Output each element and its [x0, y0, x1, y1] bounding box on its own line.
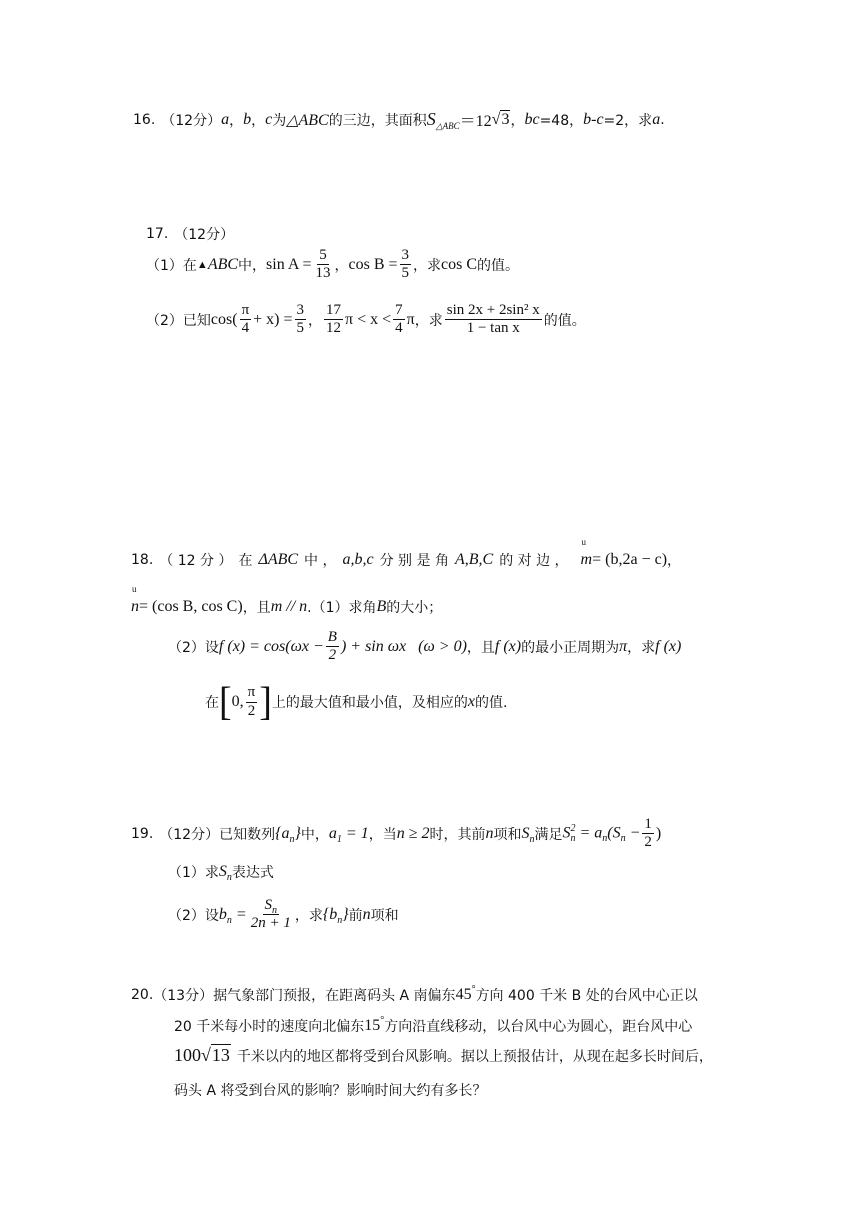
q19-text: 项和: [370, 907, 399, 924]
q16-triangle: △ABC: [286, 111, 329, 129]
q19-bn: $b_n$ =: [218, 905, 247, 926]
q20-text: 20 千米每小时的速度向北偏东: [174, 1019, 365, 1035]
q18-m-value: = (b,2a − c): [592, 551, 668, 568]
q19-n: n: [485, 824, 494, 842]
q16-bmc: b-c: [583, 110, 604, 128]
q19-sequence: $\{a_n\}$: [275, 824, 301, 845]
q18-text: ，: [667, 553, 682, 569]
q18-vector-m: u m: [581, 551, 593, 569]
q20-sqrt-13: √13: [201, 1045, 230, 1065]
question-17-part2: [146, 302, 586, 338]
q17-triangle: ABC: [207, 255, 239, 273]
q16-area-symbol: $S_{\triangle ABC}$: [426, 109, 460, 131]
q18-interval-start: 0,: [231, 693, 244, 710]
q18-fx: f (x): [494, 637, 522, 655]
q16-b: b: [243, 110, 252, 128]
q17-sinA: sin A =: [266, 255, 312, 273]
q18-function-tail: ) + sin ωx: [340, 637, 407, 655]
q19-text: ，求: [294, 907, 323, 924]
question-17-header: [146, 224, 234, 244]
q16-c: c: [265, 110, 273, 128]
q17-text: （1）在: [146, 257, 197, 274]
q19-frac-1-2: $\frac{1}{2}$: [644, 816, 652, 851]
question-20-line2: [174, 1016, 692, 1036]
q18-ABC: A,B,C: [454, 551, 494, 568]
q18-text: 的值.: [475, 695, 508, 711]
question-18-line1: [131, 550, 681, 570]
q19-number: 19.: [131, 825, 154, 842]
q19-text: 项和: [493, 826, 522, 843]
q19-close-paren: ): [655, 824, 662, 842]
q16-text: ，: [229, 112, 244, 129]
q18-text: 分 别 是 角: [379, 553, 449, 569]
q16-text: .: [660, 111, 665, 128]
q16-text: 的三边，其面积: [328, 112, 427, 129]
question-20-line3: [174, 1045, 713, 1066]
q16-text: ，: [510, 112, 525, 129]
q18-triangle: ΔABC: [258, 551, 299, 568]
q17-text: ，: [308, 312, 323, 329]
q20-text: 码头 A 将受到台风的影响？影响时间大约有多长？: [174, 1083, 487, 1099]
question-19-part1: [168, 862, 274, 882]
q17-text: 的值。: [543, 312, 586, 329]
q19-equation: S 2 n = $a_n(S_n$ −: [562, 822, 641, 845]
q16-bc: bc: [524, 110, 540, 128]
q19-n2: n: [362, 905, 371, 923]
q17-inequality: π < x <: [345, 310, 392, 328]
triangle-icon: ▲: [196, 258, 208, 271]
q18-text: 在: [205, 695, 219, 711]
question-18-line3: [168, 629, 681, 665]
q20-text: 千米以内的地区都将受到台风影响。据以上预报估计，从现在起多长时间后，: [236, 1048, 713, 1065]
q17-points: （12分）: [174, 227, 235, 243]
q19-text: 前: [348, 907, 363, 924]
q16-sqrt: √3: [491, 110, 510, 128]
q19-text: （1）求: [168, 865, 219, 881]
q17-frac-3-5b: $\frac{3}{5}$: [296, 302, 305, 337]
q18-left-bracket: [: [219, 679, 232, 725]
q17-pi: π: [406, 310, 415, 328]
q17-cos: cos(: [210, 310, 238, 328]
q19-text: ，当: [368, 826, 397, 843]
q18-text: 上的最大值和最小值，及相应的: [271, 695, 468, 711]
q17-text: ，: [334, 257, 349, 274]
q18-text: ，且: [242, 600, 271, 616]
q19-text: 时，其前: [429, 826, 486, 843]
q17-text: 中，: [238, 257, 267, 274]
q19-text: （2）设: [168, 907, 219, 924]
q18-text: 的最小正周期为: [521, 639, 620, 656]
q16-text: 为: [272, 112, 287, 129]
q18-fx2: f (x): [655, 637, 682, 655]
q18-text: 的大小；: [386, 600, 443, 616]
q17-plus-x: + x) =: [253, 310, 293, 328]
q17-frac-17-12: $\frac{17}{12}$: [326, 302, 342, 337]
question-18-line4: [205, 679, 508, 725]
q18-text: 的 对 边 ，: [499, 553, 569, 569]
question-17-part1: [146, 247, 519, 283]
q17-cosB: cos B =: [348, 255, 398, 273]
q18-n-value: = (cos B, cos C): [139, 598, 243, 615]
q18-x: x: [467, 693, 475, 710]
q17-frac-3-5: $\frac{3}{5}$: [401, 247, 410, 282]
q16-number: 16.: [133, 111, 156, 128]
q17-text: 的值。: [477, 257, 520, 274]
q18-right-bracket: ]: [259, 679, 272, 725]
q18-text: ，求: [627, 639, 656, 656]
q17-cosC: cos C: [441, 255, 478, 273]
q17-number: 17.: [146, 226, 169, 242]
q19-text: 满足: [534, 826, 563, 843]
q18-parallel: m // n: [270, 598, 308, 615]
q20-text: 方向沿直线移动，以台风中心为圆心，距台风中心: [384, 1019, 693, 1035]
q17-text: ，求: [413, 257, 442, 274]
q20-text: 方向 400 千米 B 处的台风中心正以: [475, 988, 698, 1004]
q16-a-ask: a: [652, 110, 661, 128]
question-20-line4: [174, 1080, 486, 1100]
q18-text: 在: [238, 553, 253, 569]
q18-pi: π: [619, 637, 628, 655]
q17-frac-5-13: $\frac{5}{13}$: [315, 247, 331, 282]
q17-frac-7-4: $\frac{7}{4}$: [395, 302, 403, 337]
q18-text: （2）设: [168, 639, 219, 656]
q16-points: （12分）: [161, 112, 222, 129]
q19-text: 中，: [300, 826, 329, 843]
question-19-line1: [131, 816, 661, 852]
q19-a1: $a_1 = 1$: [328, 824, 369, 845]
q18-frac-B-2: $\frac{B}{2}$: [327, 629, 337, 664]
question-16: [133, 108, 665, 131]
q16-area-value: ＝12: [459, 113, 492, 130]
q17-frac-expression: $\frac{\text{sin 2x + 2sin² x}}{\text{1 − tan x}}$: [446, 302, 540, 337]
q20-angle-15: 15°: [364, 1015, 385, 1034]
q18-function: f (x) = cos(ωx −: [218, 637, 324, 655]
q18-vector-n: u n: [131, 598, 139, 616]
q18-condition: (ω > 0): [418, 637, 467, 655]
q18-text: .（1）求角: [307, 600, 377, 616]
q17-frac-pi-4: $\frac{\pi}{4}$: [241, 302, 250, 337]
q20-number: 20.: [131, 987, 154, 1003]
question-18-line2: [131, 597, 442, 617]
q20-text: （13分）据气象部门预报，在距离码头 A 南偏东: [153, 988, 456, 1004]
q18-angle-B: B: [376, 598, 387, 615]
q19-bn-set: $\{b_n\}$: [322, 905, 349, 926]
q19-condition: n ≥ 2: [396, 824, 430, 842]
q17-text: ，求: [414, 312, 443, 329]
q18-text: ，且: [466, 639, 495, 656]
q17-text: （2）已知: [146, 312, 211, 329]
q20-angle-45: 45°: [455, 984, 476, 1003]
q18-frac-pi-2: $\frac{\pi}{2}$: [247, 684, 256, 719]
q19-frac-Sn: $\frac{S_n}{2n + 1}$: [250, 897, 291, 932]
q16-a: a: [221, 110, 230, 128]
q16-text: =48，: [539, 112, 584, 129]
question-20-line1: [131, 985, 698, 1005]
q16-text: =2，求: [603, 112, 653, 129]
q19-text: （12分）已知数列: [159, 826, 276, 843]
q18-text: 中 ，: [304, 553, 337, 569]
q18-number: 18.: [131, 552, 154, 568]
q18-points: （ 12 分 ）: [159, 553, 233, 569]
question-19-part2: [168, 897, 399, 933]
q20-radius-coeff: 100: [174, 1045, 201, 1065]
q19-text: 表达式: [231, 865, 274, 881]
q18-abc: a,b,c: [342, 551, 374, 568]
q16-text: ，: [251, 112, 266, 129]
q19-s1-Sn: $S_n$: [218, 863, 232, 883]
q19-Sn: $S_n$: [521, 824, 535, 845]
